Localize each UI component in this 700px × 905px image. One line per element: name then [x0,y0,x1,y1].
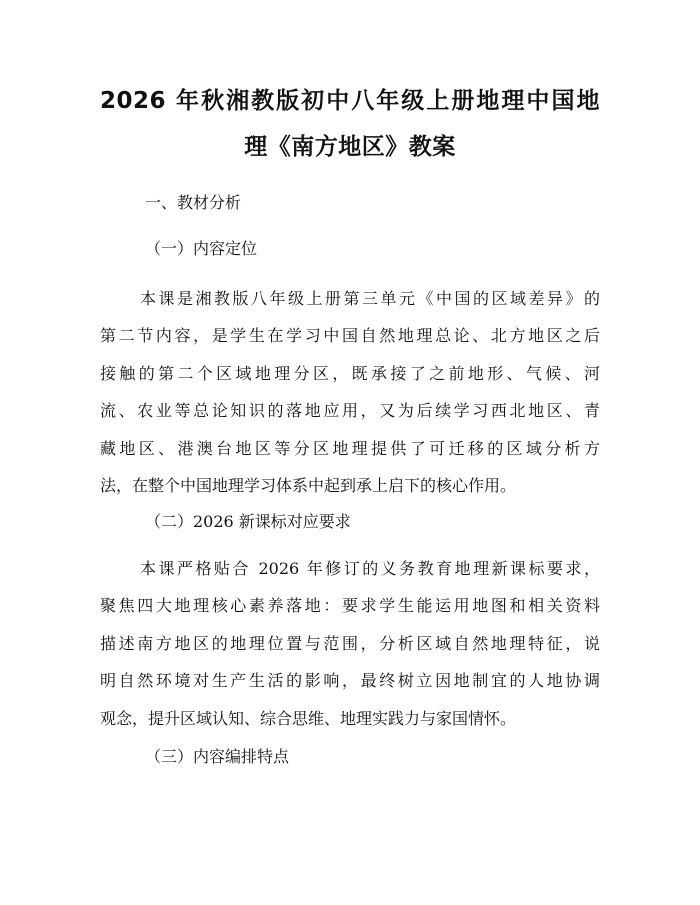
paragraph-line: 法，在整个中国地理学习体系中起到承上启下的核心作用。 [100,475,517,495]
paragraph-line: 本课严格贴合 2026 年修订的义务教育地理新课标要求， [140,559,600,578]
document-title-line-2: 理《南方地区》教案 [244,134,456,160]
document-title-line-1: 2026 年秋湘教版初中八年级上册地理中国地 [100,88,600,114]
paragraph-line: 第二节内容，是学生在学习中国自然地理总论、北方地区之后 [100,326,600,346]
paragraph-line: 藏地区、港澳台地区等分区地理提供了可迁移的区域分析方 [100,438,600,458]
section-heading-teaching-material-analysis: 一、教材分析 [145,193,242,212]
paragraph-line: 接触的第二个区域地理分区，既承接了之前地形、气候、河 [100,363,600,383]
paragraph-content-positioning [100,280,600,504]
paragraph-line: 描述南方地区的地理位置与范围，分析区域自然地理特征，说 [100,633,600,653]
paragraph-line: 本课是湘教版八年级上册第三单元《中国的区域差异》的 [140,289,600,308]
subsection-heading-content-arrangement: （三）内容编排特点 [145,747,290,766]
paragraph-line: 观念，提升区域认知、综合思维、地理实践力与家国情怀。 [100,708,517,728]
paragraph-line: 流、农业等总论知识的落地应用，又为后续学习西北地区、青 [100,401,600,421]
paragraph-curriculum-requirements [100,550,600,737]
paragraph-line: 聚焦四大地理核心素养落地：要求学生能运用地图和相关资料 [100,596,600,616]
paragraph-line: 明自然环境对生产生活的影响，最终树立因地制宜的人地协调 [100,671,600,691]
subsection-heading-curriculum-requirements: （二）2026 新课标对应要求 [145,512,351,531]
subsection-heading-content-positioning: （一）内容定位 [145,239,258,258]
